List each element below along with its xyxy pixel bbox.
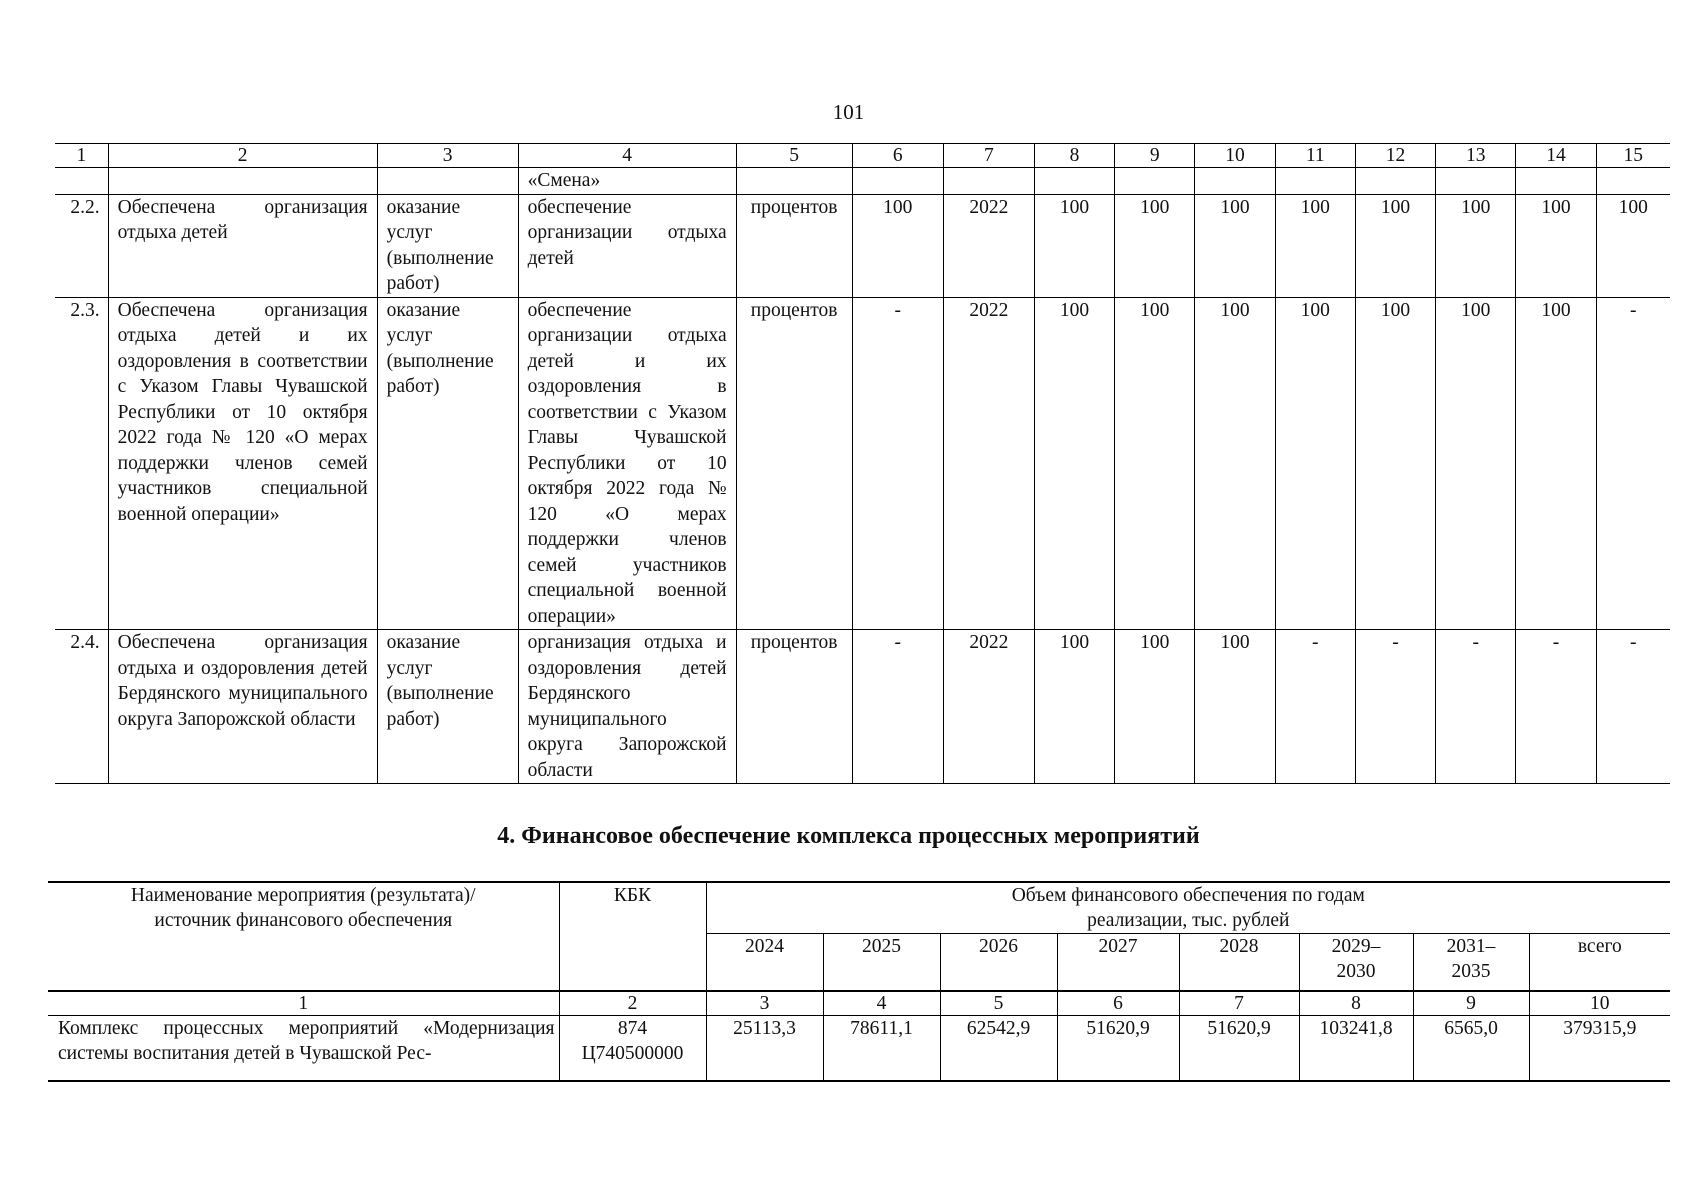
col-num: 5: [940, 991, 1057, 1016]
col-num: 2: [559, 991, 706, 1016]
year-header: 2026: [940, 934, 1057, 991]
year-value: -: [1275, 630, 1355, 784]
col-num: 11: [1275, 144, 1355, 168]
unit: процентов: [736, 630, 852, 784]
carry-over-row: [55, 168, 1670, 195]
col-num: 12: [1355, 144, 1435, 168]
column-header-volume: Объем финансового обеспечения по годам реализации, тыс. рублей: [706, 882, 1670, 934]
col-num: 10: [1529, 991, 1670, 1016]
column-number-row: [48, 991, 1670, 1016]
year-value: 100: [1115, 194, 1195, 297]
base-value: -: [852, 297, 943, 630]
year-value: 100: [1516, 194, 1596, 297]
col-num: 3: [377, 144, 518, 168]
table-row: [55, 297, 1670, 630]
amount-value: 62542,9: [940, 1015, 1057, 1081]
year-header: 2029–2030: [1299, 934, 1413, 991]
year-value: 100: [1115, 630, 1195, 784]
result-name: Обеспечена организация отдыха детей: [108, 194, 377, 297]
col-num: 6: [852, 144, 943, 168]
col-num: 1: [48, 991, 559, 1016]
year-header: 2025: [823, 934, 940, 991]
year-value: 100: [1275, 194, 1355, 297]
carry-over-text: «Смена»: [518, 168, 736, 195]
col-num: 4: [823, 991, 940, 1016]
table-row: [55, 194, 1670, 297]
column-header-name: Наименование мероприятия (результата)/ источник финансового обеспечения: [48, 882, 559, 991]
year-value: 100: [1034, 630, 1114, 784]
kbk-cell: [559, 1015, 706, 1081]
year-header: 2028: [1179, 934, 1299, 991]
col-num: 15: [1596, 144, 1670, 168]
col-num: 7: [943, 144, 1034, 168]
amount-value: 51620,9: [1179, 1015, 1299, 1081]
section-heading: 4. Финансовое обеспечение комплекса процессных мероприятий: [497, 823, 1200, 849]
year-header: 2027: [1057, 934, 1179, 991]
financing-header-row: [48, 882, 1670, 934]
year-value: 100: [1516, 297, 1596, 630]
col-num: 7: [1179, 991, 1299, 1016]
base-year: 2022: [943, 630, 1034, 784]
col-num: 1: [55, 144, 108, 168]
year-value: 100: [1195, 630, 1275, 784]
table-row: [48, 1015, 1670, 1081]
column-number-row: [55, 144, 1670, 168]
result-type: оказание услуг (выполнение работ): [377, 297, 518, 630]
amount-value: 25113,3: [706, 1015, 823, 1081]
row-number: 2.2.: [55, 194, 108, 297]
col-num: 9: [1115, 144, 1195, 168]
row-number: 2.4.: [55, 630, 108, 784]
year-value: 100: [1195, 194, 1275, 297]
result-type: оказание услуг (выполнение работ): [377, 630, 518, 784]
year-value: 100: [1034, 194, 1114, 297]
year-value: 100: [1034, 297, 1114, 630]
result-description: обеспечение организации отдыха детей и их оздоровления в соответствии с Указом Главы Чувашской Республики от 10 октября 2022 года № 120 «О мерах поддержки членов семей участников специальной военной операции»: [518, 297, 736, 630]
base-value: -: [852, 630, 943, 784]
col-num: 10: [1195, 144, 1275, 168]
kbk-code: 874: [617, 1017, 648, 1039]
col-num: 2: [108, 144, 377, 168]
row-number: 2.3.: [55, 297, 108, 630]
col-num: 4: [518, 144, 736, 168]
col-num: 8: [1299, 991, 1413, 1016]
amount-value: 6565,0: [1413, 1015, 1529, 1081]
result-description: обеспечение организации отдыха детей: [518, 194, 736, 297]
column-header-kbk: КБК: [559, 882, 706, 991]
col-num: 9: [1413, 991, 1529, 1016]
year-value: 100: [1195, 297, 1275, 630]
year-header: 2024: [706, 934, 823, 991]
activity-name: Комплекс процессных мероприятий «Модернизация системы воспитания детей в Чувашской Рес-: [48, 1015, 559, 1081]
year-value: -: [1516, 630, 1596, 784]
base-year: 2022: [943, 297, 1034, 630]
year-value: -: [1596, 297, 1670, 630]
col-num: 6: [1057, 991, 1179, 1016]
year-value: -: [1436, 630, 1516, 784]
year-value: 100: [1355, 297, 1435, 630]
table-row: [55, 630, 1670, 784]
amount-value: 78611,1: [823, 1015, 940, 1081]
year-value: 100: [1436, 194, 1516, 297]
amount-value: 103241,8: [1299, 1015, 1413, 1081]
year-value: 100: [1275, 297, 1355, 630]
result-type: оказание услуг (выполнение работ): [377, 194, 518, 297]
year-header: всего: [1529, 934, 1670, 991]
base-year: 2022: [943, 194, 1034, 297]
year-value: -: [1355, 630, 1435, 784]
page-number: 101: [832, 100, 865, 124]
year-value: 100: [1115, 297, 1195, 630]
year-value: -: [1596, 630, 1670, 784]
amount-value: 51620,9: [1057, 1015, 1179, 1081]
result-name: Обеспечена организация отдыха детей и их оздоровления в соответствии с Указом Главы Чувашской Республики от 10 октября 2022 года № 120 «О мерах поддержки членов семей участников специальной военной операции»: [108, 297, 377, 630]
result-name: Обеспечена организация отдыха и оздоровления детей Бердянского муниципального округа Запорожской области: [108, 630, 377, 784]
year-value: 100: [1596, 194, 1670, 297]
col-num: 8: [1034, 144, 1114, 168]
col-num: 14: [1516, 144, 1596, 168]
year-value: 100: [1355, 194, 1435, 297]
col-num: 13: [1436, 144, 1516, 168]
unit: процентов: [736, 194, 852, 297]
year-header: 2031–2035: [1413, 934, 1529, 991]
kbk-target: Ц740500000: [581, 1042, 684, 1064]
col-num: 3: [706, 991, 823, 1016]
unit: процентов: [736, 297, 852, 630]
financing-table: [48, 881, 1670, 1082]
results-table: [55, 143, 1670, 784]
result-description: организация отдыха и оздоровления детей Бердянского муниципального округа Запорожской области: [518, 630, 736, 784]
year-value: 100: [1436, 297, 1516, 630]
col-num: 5: [736, 144, 852, 168]
amount-total: 379315,9: [1529, 1015, 1670, 1081]
base-value: 100: [852, 194, 943, 297]
